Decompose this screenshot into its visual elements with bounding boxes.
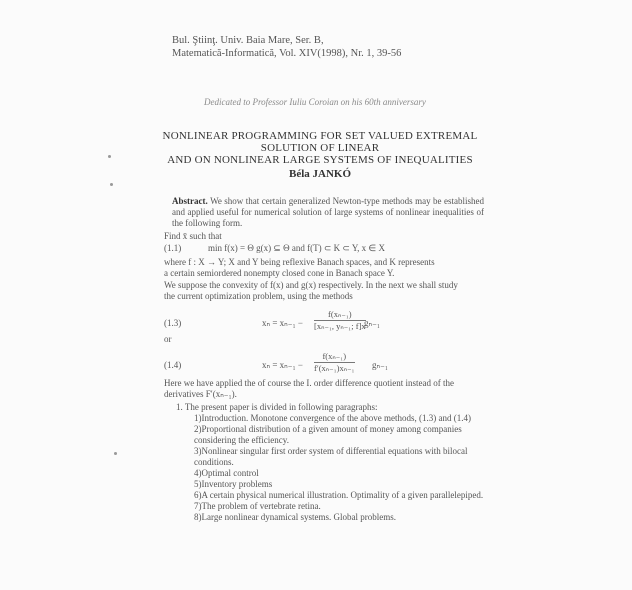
eq-1-3-lhs: xₙ = xₙ₋₁ − xyxy=(262,318,303,328)
author: Béla JANKÓ xyxy=(288,168,352,180)
eq-1-1-text: min f(x) = Θ g(x) ⊆ Θ and f(T) ⊂ K ⊂ Y, x ∈ X xyxy=(208,243,386,253)
journal-line-2: Matematică-Informatică, Vol. XIV(1998), Nr. 1, 39-56 xyxy=(172,48,402,59)
list-item: 5)Inventory problems xyxy=(194,479,273,489)
dedication: Dedicated to Professor Iuliu Coroian on his 60th anniversary xyxy=(204,97,426,107)
eq-1-1-number: (1.1) xyxy=(164,243,182,253)
derivative-line: derivatives F′(xₙ₋₁). xyxy=(164,389,237,399)
scan-speck xyxy=(110,183,113,186)
eq-1-3-tail: gₙ₋₁ xyxy=(364,318,380,328)
find-line: Find x̄ such that xyxy=(164,231,222,241)
list-item: 4)Optimal control xyxy=(194,468,259,478)
where-line: where f : X → Y; X and Y being reflexive Banach spaces, and K represents xyxy=(164,257,435,267)
abstract-label: Abstract. xyxy=(172,196,208,206)
scan-speck xyxy=(114,452,117,455)
or-word: or xyxy=(164,334,172,344)
current-line: the current optimization problem, using the methods xyxy=(164,291,353,301)
title-block xyxy=(140,130,500,180)
title-line-1: NONLINEAR PROGRAMMING FOR SET VALUED EXTREMAL xyxy=(162,130,478,142)
eq-1-4-numerator: f(xₙ₋₁) xyxy=(314,351,355,363)
title-line-2: SOLUTION OF LINEAR xyxy=(260,142,380,154)
cone-line: a certain semiordered nonempty closed cone in Banach space Y. xyxy=(164,268,395,278)
applied-line: Here we have applied the of course the I. order difference quotient instead of the xyxy=(164,378,454,388)
journal-line-1: Bul. Ştiinţ. Univ. Baia Mare, Ser. B, xyxy=(172,35,324,46)
list-intro: 1. The present paper is divided in following paragraphs: xyxy=(176,402,378,412)
paragraph-list xyxy=(176,402,486,523)
list-item: 3)Nonlinear singular first order system of differential equations with bilocal conditions. xyxy=(194,446,468,467)
eq-1-4-fraction xyxy=(314,351,355,374)
list-item: 8)Large nonlinear dynamical systems. Global problems. xyxy=(194,512,397,522)
list-item: 2)Proportional distribution of a given amount of money among companies considering the efficiency. xyxy=(194,424,462,445)
abstract xyxy=(172,196,484,229)
eq-1-4-denominator: f′(xₙ₋₁)xₙ₋₁ xyxy=(314,363,355,373)
eq-1-3-number: (1.3) xyxy=(164,318,182,328)
eq-1-3-denominator: [xₙ₋₁, yₙ₋₁; f]x xyxy=(314,321,366,331)
eq-1-3-fraction xyxy=(314,309,366,332)
title-line-3: AND ON NONLINEAR LARGE SYSTEMS OF INEQUALITIES xyxy=(167,154,473,166)
list-item: 7)The problem of vertebrate retina. xyxy=(194,501,321,511)
eq-1-3-numerator: f(xₙ₋₁) xyxy=(314,309,366,321)
scan-speck xyxy=(108,155,111,158)
list-item: 1)Introduction. Monotone convergence of the above methods, (1.3) and (1.4) xyxy=(194,413,472,423)
eq-1-4-tail: gₙ₋₁ xyxy=(372,360,388,370)
list-item: 6)A certain physical numerical illustration. Optimality of a given parallelepiped. xyxy=(194,490,484,500)
eq-1-4-number: (1.4) xyxy=(164,360,182,370)
suppose-line: We suppose the convexity of f(x) and g(x) respectively. In the next we shall study xyxy=(164,280,458,290)
journal-header xyxy=(172,34,401,60)
abstract-text: We show that certain generalized Newton-type methods may be established and applied useful for numerical solution of large systems of nonlinear inequalities of the following form. xyxy=(172,196,484,228)
eq-1-4-lhs: xₙ = xₙ₋₁ − xyxy=(262,360,303,370)
